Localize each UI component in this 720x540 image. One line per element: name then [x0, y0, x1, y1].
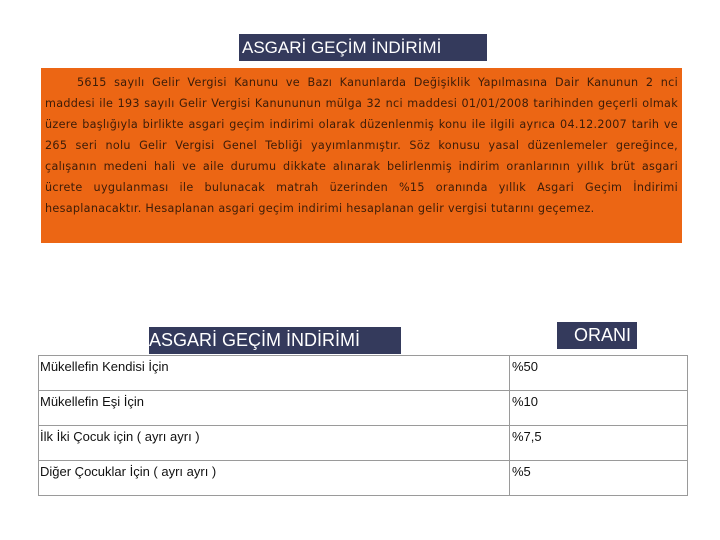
table-row: [39, 426, 688, 461]
row-value: %10: [510, 391, 688, 426]
row-value: %5: [510, 461, 688, 496]
page-title: ASGARİ GEÇİM İNDİRİMİ: [239, 34, 487, 61]
row-label: Mükellefin Eşi İçin: [39, 391, 510, 426]
row-label: Diğer Çocuklar İçin ( ayrı ayrı ): [39, 461, 510, 496]
row-value: %50: [510, 356, 688, 391]
row-value: %7,5: [510, 426, 688, 461]
table-column-title: ASGARİ GEÇİM İNDİRİMİ: [149, 327, 401, 354]
row-label: Mükellefin Kendisi İçin: [39, 356, 510, 391]
table-row: [39, 391, 688, 426]
table-row: [39, 356, 688, 391]
row-label: İlk İki Çocuk için ( ayrı ayrı ): [39, 426, 510, 461]
table-row: [39, 461, 688, 496]
description-panel: [41, 68, 682, 243]
rates-table: [38, 355, 688, 496]
description-text: 5615 sayılı Gelir Vergisi Kanunu ve Bazı Kanunlarda Değişiklik Yapılmasına Dair Kanunun 2 nci maddesi ile 193 sayılı Gelir Vergisi Kanununun mülga 32 nci maddesi 01/01/2008 tarihinden geçerli olmak üzere başlığıyla birlikte asgari geçim indirimi olarak düzenlenmiş konu ile ilgili ayrıca 04.12.2007 tarih ve 265 seri nolu Gelir Vergisi Genel Tebliği yayımlanmıştır. Söz konusu yasal düzenlemeler gereğince, çalışanın medeni hali ve aile durumu dikkate alınarak belirlenmiş indirim oranlarının yıllık brüt asgari ücrete uygulanması ile bulunacak matrah üzerinden %15 oranında yıllık Asgari Geçim İndirimi hesaplanacaktır. Hesaplanan asgari geçim indirimi hesaplanan gelir vergisi tutarını geçemez.: [45, 76, 678, 215]
table-column-rate: ORANI: [557, 322, 637, 349]
